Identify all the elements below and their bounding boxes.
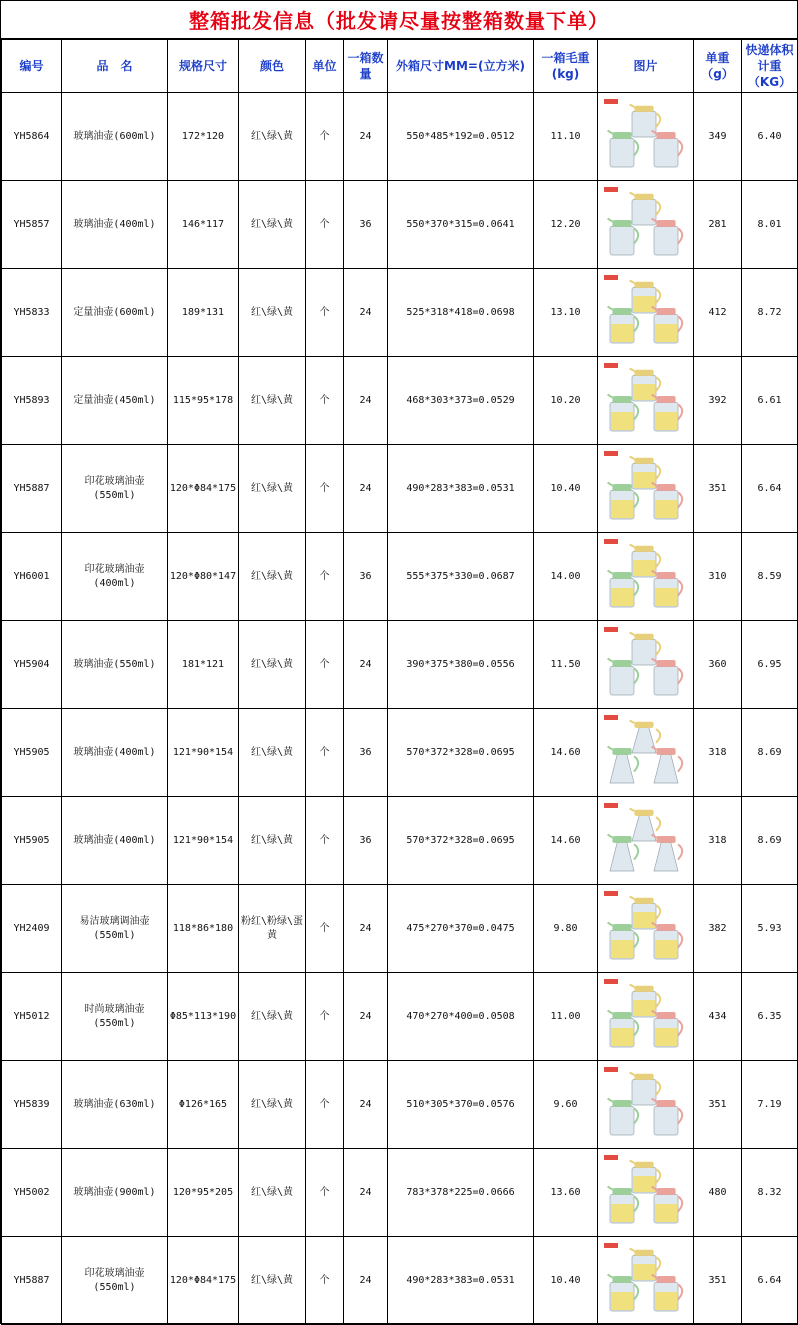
header-unit: 单位	[306, 40, 344, 93]
cell-weight: 281	[694, 181, 742, 269]
cell-weight: 310	[694, 533, 742, 621]
table-row	[2, 621, 798, 709]
cell-gross: 14.60	[534, 797, 598, 885]
cell-express: 6.35	[742, 973, 798, 1061]
cell-express: 6.61	[742, 357, 798, 445]
header-code: 编号	[2, 40, 62, 93]
cell-box: 555*375*330=0.0687	[388, 533, 534, 621]
cell-qty: 24	[344, 621, 388, 709]
product-image	[602, 715, 688, 789]
cell-gross: 11.50	[534, 621, 598, 709]
product-image	[602, 803, 688, 877]
cell-express: 8.59	[742, 533, 798, 621]
cell-box: 570*372*328=0.0695	[388, 797, 534, 885]
cell-photo	[598, 269, 694, 357]
header-qty: 一箱数量	[344, 40, 388, 93]
cell-code: YH5002	[2, 1149, 62, 1237]
cell-weight: 351	[694, 1061, 742, 1149]
cell-spec: 120*95*205	[168, 1149, 239, 1237]
cell-code: YH5887	[2, 445, 62, 533]
cell-qty: 24	[344, 445, 388, 533]
cell-weight: 318	[694, 709, 742, 797]
cell-spec: 181*121	[168, 621, 239, 709]
table-row	[2, 1149, 798, 1237]
cell-box: 468*303*373=0.0529	[388, 357, 534, 445]
table-row	[2, 1237, 798, 1325]
cell-unit: 个	[306, 445, 344, 533]
cell-code: YH5864	[2, 93, 62, 181]
cell-qty: 36	[344, 181, 388, 269]
cell-spec: 120*Φ84*175	[168, 1237, 239, 1325]
cell-gross: 14.00	[534, 533, 598, 621]
cell-box: 470*270*400=0.0508	[388, 973, 534, 1061]
cell-unit: 个	[306, 797, 344, 885]
cell-code: YH5887	[2, 1237, 62, 1325]
cell-qty: 24	[344, 1237, 388, 1325]
table-row	[2, 1061, 798, 1149]
cell-weight: 351	[694, 445, 742, 533]
cell-unit: 个	[306, 1061, 344, 1149]
cell-photo	[598, 181, 694, 269]
product-image	[602, 979, 688, 1053]
cell-express: 6.64	[742, 1237, 798, 1325]
cell-weight: 349	[694, 93, 742, 181]
cell-weight: 382	[694, 885, 742, 973]
product-image	[602, 451, 688, 525]
cell-box: 390*375*380=0.0556	[388, 621, 534, 709]
cell-unit: 个	[306, 621, 344, 709]
cell-name: 玻璃油壶(400ml)	[62, 181, 168, 269]
cell-express: 6.40	[742, 93, 798, 181]
cell-box: 525*318*418=0.0698	[388, 269, 534, 357]
cell-express: 8.01	[742, 181, 798, 269]
cell-color: 红\绿\黄	[239, 93, 306, 181]
cell-name: 印花玻璃油壶(550ml)	[62, 445, 168, 533]
product-image	[602, 363, 688, 437]
cell-weight: 360	[694, 621, 742, 709]
cell-gross: 10.20	[534, 357, 598, 445]
cell-color: 红\绿\黄	[239, 445, 306, 533]
cell-photo	[598, 357, 694, 445]
cell-box: 783*378*225=0.0666	[388, 1149, 534, 1237]
cell-photo	[598, 533, 694, 621]
header-name: 品 名	[62, 40, 168, 93]
cell-box: 570*372*328=0.0695	[388, 709, 534, 797]
cell-name: 玻璃油壶(630ml)	[62, 1061, 168, 1149]
cell-spec: 121*90*154	[168, 797, 239, 885]
header-spec: 规格尺寸	[168, 40, 239, 93]
table-row	[2, 181, 798, 269]
cell-unit: 个	[306, 533, 344, 621]
cell-gross: 9.60	[534, 1061, 598, 1149]
cell-spec: 115*95*178	[168, 357, 239, 445]
cell-gross: 11.10	[534, 93, 598, 181]
cell-gross: 11.00	[534, 973, 598, 1061]
cell-name: 玻璃油壶(900ml)	[62, 1149, 168, 1237]
cell-qty: 36	[344, 533, 388, 621]
cell-box: 490*283*383=0.0531	[388, 1237, 534, 1325]
cell-spec: 189*131	[168, 269, 239, 357]
table-row	[2, 885, 798, 973]
product-image	[602, 1243, 688, 1317]
header-photo: 图片	[598, 40, 694, 93]
cell-color: 红\绿\黄	[239, 181, 306, 269]
cell-express: 8.69	[742, 797, 798, 885]
cell-name: 定量油壶(600ml)	[62, 269, 168, 357]
table-row	[2, 445, 798, 533]
cell-qty: 24	[344, 1061, 388, 1149]
product-image	[602, 891, 688, 965]
cell-name: 易洁玻璃调油壶(550ml)	[62, 885, 168, 973]
cell-express: 8.32	[742, 1149, 798, 1237]
header-express: 快递体积计重（KG）	[742, 40, 798, 93]
cell-name: 玻璃油壶(600ml)	[62, 93, 168, 181]
cell-name: 印花玻璃油壶(550ml)	[62, 1237, 168, 1325]
cell-qty: 24	[344, 973, 388, 1061]
cell-box: 475*270*370=0.0475	[388, 885, 534, 973]
cell-name: 玻璃油壶(550ml)	[62, 621, 168, 709]
cell-qty: 24	[344, 93, 388, 181]
header-color: 颜色	[239, 40, 306, 93]
cell-spec: 121*90*154	[168, 709, 239, 797]
cell-unit: 个	[306, 181, 344, 269]
cell-color: 红\绿\黄	[239, 797, 306, 885]
cell-code: YH5893	[2, 357, 62, 445]
cell-code: YH5012	[2, 973, 62, 1061]
cell-color: 红\绿\黄	[239, 1061, 306, 1149]
cell-code: YH5905	[2, 709, 62, 797]
cell-spec: Φ85*113*190	[168, 973, 239, 1061]
cell-unit: 个	[306, 1149, 344, 1237]
cell-color: 红\绿\黄	[239, 269, 306, 357]
header-gross: 一箱毛重(kg)	[534, 40, 598, 93]
cell-gross: 14.60	[534, 709, 598, 797]
table-row	[2, 533, 798, 621]
cell-photo	[598, 1061, 694, 1149]
cell-code: YH5857	[2, 181, 62, 269]
cell-unit: 个	[306, 973, 344, 1061]
cell-weight: 480	[694, 1149, 742, 1237]
product-image	[602, 1067, 688, 1141]
cell-photo	[598, 973, 694, 1061]
cell-box: 510*305*370=0.0576	[388, 1061, 534, 1149]
cell-unit: 个	[306, 1237, 344, 1325]
cell-code: YH5904	[2, 621, 62, 709]
cell-spec: 120*Φ84*175	[168, 445, 239, 533]
cell-code: YH5905	[2, 797, 62, 885]
header-weight: 单重（g）	[694, 40, 742, 93]
cell-unit: 个	[306, 93, 344, 181]
cell-box: 550*485*192=0.0512	[388, 93, 534, 181]
table-row	[2, 709, 798, 797]
cell-express: 6.64	[742, 445, 798, 533]
cell-color: 红\绿\黄	[239, 709, 306, 797]
cell-photo	[598, 621, 694, 709]
cell-unit: 个	[306, 885, 344, 973]
cell-weight: 434	[694, 973, 742, 1061]
cell-gross: 13.10	[534, 269, 598, 357]
cell-name: 玻璃油壶(400ml)	[62, 797, 168, 885]
cell-box: 550*370*315=0.0641	[388, 181, 534, 269]
cell-name: 时尚玻璃油壶(550ml)	[62, 973, 168, 1061]
table-row	[2, 269, 798, 357]
cell-weight: 412	[694, 269, 742, 357]
table-row	[2, 93, 798, 181]
cell-color: 红\绿\黄	[239, 357, 306, 445]
table-row	[2, 357, 798, 445]
cell-qty: 36	[344, 797, 388, 885]
cell-color: 红\绿\黄	[239, 973, 306, 1061]
cell-qty: 36	[344, 709, 388, 797]
cell-spec: 146*117	[168, 181, 239, 269]
table-row	[2, 797, 798, 885]
cell-code: YH5839	[2, 1061, 62, 1149]
cell-spec: 172*120	[168, 93, 239, 181]
cell-spec: 120*Φ80*147	[168, 533, 239, 621]
product-image	[602, 539, 688, 613]
cell-spec: 118*86*180	[168, 885, 239, 973]
cell-spec: Φ126*165	[168, 1061, 239, 1149]
cell-photo	[598, 93, 694, 181]
cell-qty: 24	[344, 357, 388, 445]
cell-gross: 10.40	[534, 445, 598, 533]
product-image	[602, 627, 688, 701]
page-title: 整箱批发信息（批发请尽量按整箱数量下单）	[1, 1, 797, 39]
cell-color: 红\绿\黄	[239, 1149, 306, 1237]
cell-name: 印花玻璃油壶(400ml)	[62, 533, 168, 621]
product-image	[602, 275, 688, 349]
cell-photo	[598, 1149, 694, 1237]
cell-weight: 392	[694, 357, 742, 445]
cell-qty: 24	[344, 269, 388, 357]
cell-photo	[598, 445, 694, 533]
cell-color: 红\绿\黄	[239, 621, 306, 709]
cell-color: 红\绿\黄	[239, 533, 306, 621]
cell-express: 8.69	[742, 709, 798, 797]
cell-code: YH6001	[2, 533, 62, 621]
oil-pot-drawing	[652, 747, 683, 783]
cell-photo	[598, 709, 694, 797]
table-row	[2, 973, 798, 1061]
cell-color: 红\绿\黄	[239, 1237, 306, 1325]
cell-qty: 24	[344, 885, 388, 973]
cell-name: 玻璃油壶(400ml)	[62, 709, 168, 797]
cell-gross: 12.20	[534, 181, 598, 269]
product-image	[602, 187, 688, 261]
cell-photo	[598, 1237, 694, 1325]
cell-express: 6.95	[742, 621, 798, 709]
cell-gross: 13.60	[534, 1149, 598, 1237]
header-row	[2, 40, 798, 93]
product-image	[602, 1155, 688, 1229]
cell-photo	[598, 885, 694, 973]
wholesale-table	[1, 39, 798, 1325]
cell-name: 定量油壶(450ml)	[62, 357, 168, 445]
header-box: 外箱尺寸MM=(立方米)	[388, 40, 534, 93]
cell-weight: 351	[694, 1237, 742, 1325]
cell-express: 5.93	[742, 885, 798, 973]
cell-photo	[598, 797, 694, 885]
cell-weight: 318	[694, 797, 742, 885]
cell-box: 490*283*383=0.0531	[388, 445, 534, 533]
cell-code: YH2409	[2, 885, 62, 973]
cell-unit: 个	[306, 357, 344, 445]
cell-gross: 9.80	[534, 885, 598, 973]
cell-code: YH5833	[2, 269, 62, 357]
cell-unit: 个	[306, 269, 344, 357]
cell-express: 8.72	[742, 269, 798, 357]
cell-gross: 10.40	[534, 1237, 598, 1325]
oil-pot-drawing	[652, 835, 683, 871]
cell-unit: 个	[306, 709, 344, 797]
cell-qty: 24	[344, 1149, 388, 1237]
cell-express: 7.19	[742, 1061, 798, 1149]
product-image	[602, 99, 688, 173]
cell-color: 粉红\粉绿\蛋黄	[239, 885, 306, 973]
